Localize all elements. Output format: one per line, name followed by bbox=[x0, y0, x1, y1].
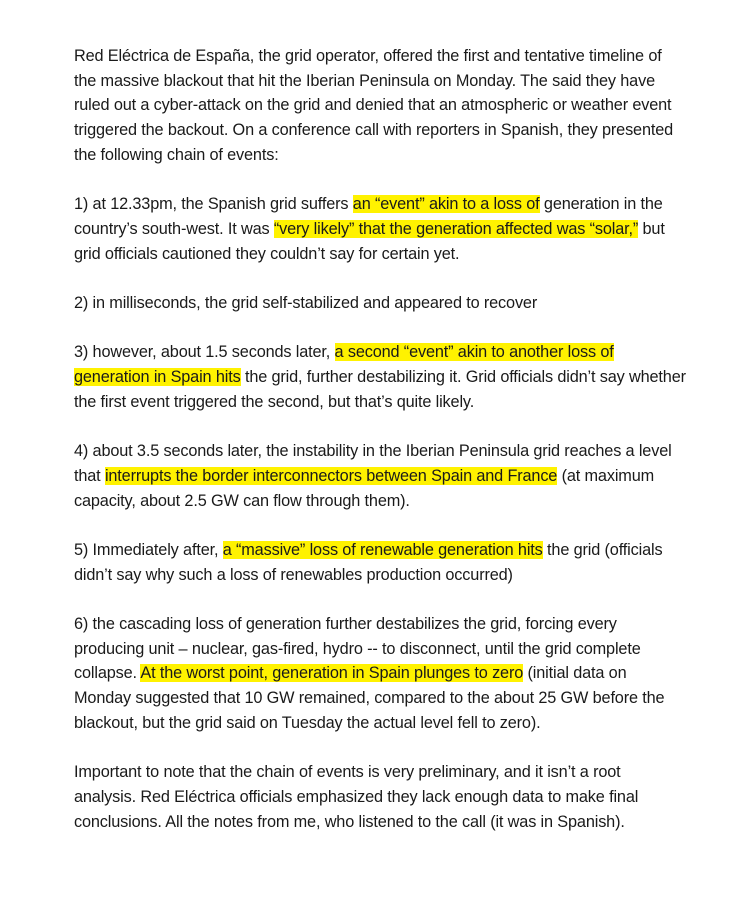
paragraph-text: generation in the country’s south-west. It was bbox=[74, 195, 663, 238]
paragraph-intro bbox=[74, 44, 686, 168]
highlighted-text: a “massive” loss of renewable generation hits bbox=[222, 540, 543, 559]
paragraph-text: but grid officials cautioned they couldn’t say for certain yet. bbox=[74, 219, 665, 263]
paragraph-event-6 bbox=[74, 612, 686, 736]
paragraph-text: Red Eléctrica de España, the grid operator, offered the first and tentative timeline of the massive blackout that hit the Iberian Peninsula on Monday. The said they have ruled out a cyber-attack on the grid and denied that an atmospheric or weather event triggered the backout. On a conference call with reporters in Spanish, they presented the following chain of events: bbox=[74, 47, 674, 164]
paragraph-text: 4) about 3.5 seconds later, the instability in the Iberian Peninsula grid reaches a level that bbox=[74, 442, 672, 485]
paragraph-text: (initial data on Monday suggested that 10 GW remained, compared to the about 25 GW before the blackout, but the grid said on Tuesday the actual level fell to zero). bbox=[74, 664, 665, 732]
paragraph-text: 3) however, about 1.5 seconds later, bbox=[74, 343, 335, 362]
paragraph-conclusion bbox=[74, 760, 686, 834]
highlighted-text: “very likely” that the generation affected was “solar,” bbox=[273, 219, 639, 238]
highlighted-text: a second “event” akin to another loss of generation in Spain hits bbox=[74, 343, 614, 387]
paragraph-text: Important to note that the chain of events is very preliminary, and it isn’t a root analysis. Red Eléctrica officials emphasized they lack enough data to make final conclusions. All the notes from me, who listened to the call (it was in Spanish). bbox=[74, 763, 639, 831]
paragraph-event-2 bbox=[74, 291, 686, 316]
highlighted-text: an “event” akin to a loss of bbox=[352, 195, 540, 214]
paragraph-event-3 bbox=[74, 340, 686, 414]
paragraph-text: 6) the cascading loss of generation further destabilizes the grid, forcing every producing unit – nuclear, gas-fired, hydro -- to disconnect, until the grid complete collapse. bbox=[74, 615, 641, 683]
highlighted-text: At the worst point, generation in Spain plunges to zero bbox=[140, 664, 524, 683]
paragraph-text: the grid (officials didn’t say why such a loss of renewables production occurred) bbox=[74, 540, 663, 584]
paragraph-text: 2) in milliseconds, the grid self-stabilized and appeared to recover bbox=[74, 294, 538, 312]
paragraph-event-5 bbox=[74, 538, 686, 587]
highlighted-text: interrupts the border interconnectors between Spain and France bbox=[104, 466, 558, 485]
paragraph-event-1 bbox=[74, 192, 686, 266]
paragraph-event-4 bbox=[74, 439, 686, 513]
article-body bbox=[74, 44, 686, 859]
paragraph-text: 1) at 12.33pm, the Spanish grid suffers bbox=[74, 195, 353, 214]
paragraph-text: 5) Immediately after, bbox=[74, 540, 223, 559]
paragraph-text: the grid, further destabilizing it. Grid officials didn’t say whether the first event triggered the second, but that’s quite likely. bbox=[74, 368, 686, 411]
paragraph-text: (at maximum capacity, about 2.5 GW can flow through them). bbox=[74, 466, 655, 510]
